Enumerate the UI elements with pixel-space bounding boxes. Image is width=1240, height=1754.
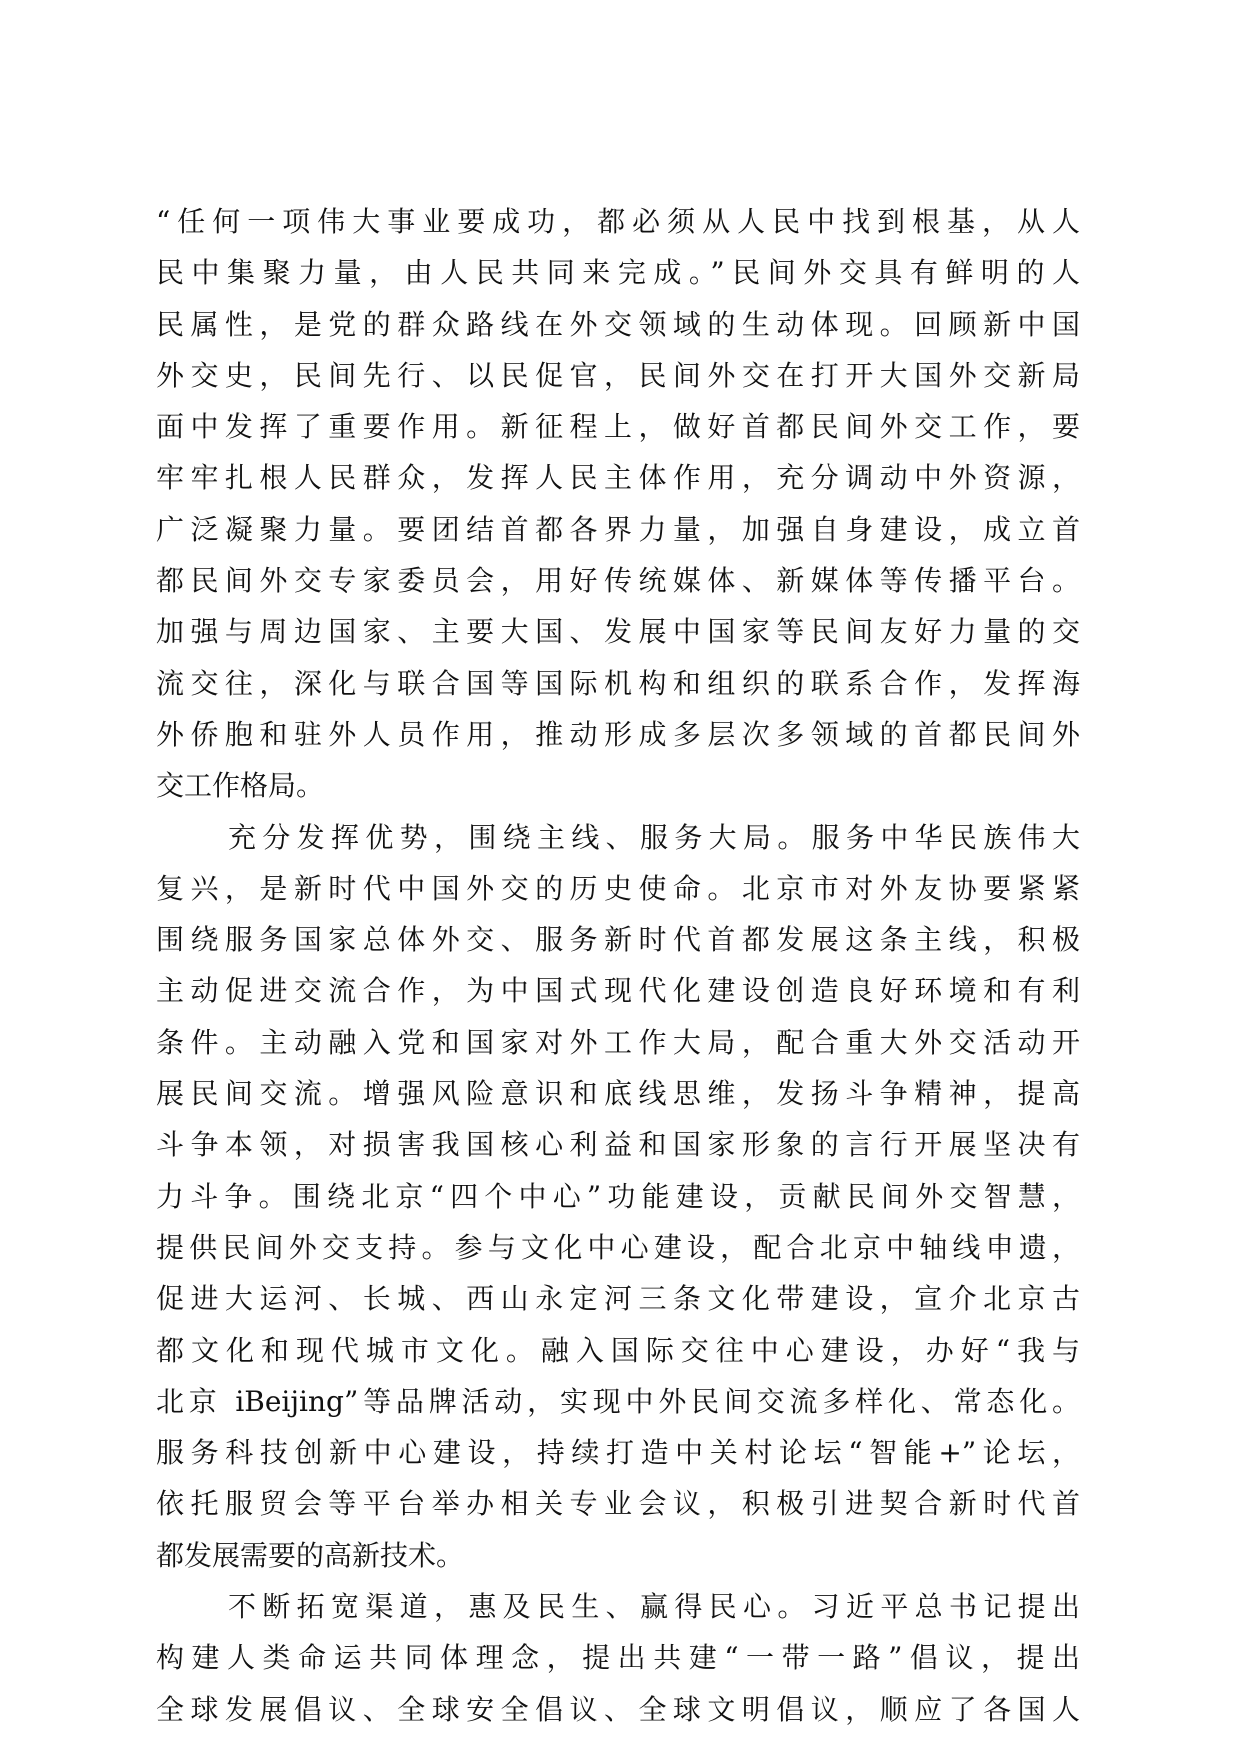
- text-line: 都文化和现代城市文化。融入国际交往中心建设，办好“我与: [156, 1333, 1080, 1367]
- text-line: 北京 iBeijing”等品牌活动，实现中外民间交流多样化、常态化。: [156, 1384, 1080, 1418]
- text-line: 不断拓宽渠道，惠及民生、赢得民心。习近平总书记提出: [228, 1590, 1080, 1624]
- text-line: 民中集聚力量，由人民共同来完成。”民间外交具有鲜明的人: [156, 256, 1080, 290]
- text-line: 提供民间外交支持。参与文化中心建设，配合北京中轴线申遗，: [156, 1230, 1080, 1264]
- text-line: 加强与周边国家、主要大国、发展中国家等民间友好力量的交: [156, 615, 1080, 649]
- text-line: 交工作格局。: [156, 769, 325, 803]
- text-line: 主动促进交流合作，为中国式现代化建设创造良好环境和有利: [156, 974, 1080, 1008]
- text-line: 条件。主动融入党和国家对外工作大局，配合重大外交活动开: [156, 1025, 1080, 1059]
- text-line: 围绕服务国家总体外交、服务新时代首都发展这条主线，积极: [156, 923, 1080, 957]
- text-line: 都民间外交专家委员会，用好传统媒体、新媒体等传播平台。: [156, 564, 1080, 598]
- text-line: 复兴，是新时代中国外交的历史使命。北京市对外友协要紧紧: [156, 871, 1080, 905]
- text-line: 展民间交流。增强风险意识和底线思维，发扬斗争精神，提高: [156, 1077, 1080, 1111]
- text-line: 全球发展倡议、全球安全倡议、全球文明倡议，顺应了各国人: [156, 1692, 1080, 1726]
- text-line: 外侨胞和驻外人员作用，推动形成多层次多领域的首都民间外: [156, 717, 1080, 751]
- text-line: 流交往，深化与联合国等国际机构和组织的联系合作，发挥海: [156, 666, 1080, 700]
- text-line: 广泛凝聚力量。要团结首都各界力量，加强自身建设，成立首: [156, 512, 1080, 546]
- text-line: 力斗争。围绕北京“四个中心”功能建设，贡献民间外交智慧，: [156, 1179, 1080, 1213]
- text-line: 面中发挥了重要作用。新征程上，做好首都民间外交工作，要: [156, 410, 1080, 444]
- text-line: 牢牢扎根人民群众，发挥人民主体作用，充分调动中外资源，: [156, 461, 1080, 495]
- text-line: 构建人类命运共同体理念，提出共建“一带一路”倡议，提出: [156, 1641, 1080, 1675]
- text-line: 外交史，民间先行、以民促官，民间外交在打开大国外交新局: [156, 358, 1080, 392]
- text-line: 服务科技创新中心建设，持续打造中关村论坛“智能+”论坛，: [156, 1436, 1080, 1470]
- text-line: 民属性，是党的群众路线在外交领域的生动体现。回顾新中国: [156, 307, 1080, 341]
- document-body: [156, 196, 1080, 1735]
- text-line: 都发展需要的高新技术。: [156, 1538, 465, 1572]
- text-line: 促进大运河、长城、西山永定河三条文化带建设，宣介北京古: [156, 1282, 1080, 1316]
- text-line: 充分发挥优势，围绕主线、服务大局。服务中华民族伟大: [228, 820, 1080, 854]
- text-line: 斗争本领，对损害我国核心利益和国家形象的言行开展坚决有: [156, 1128, 1080, 1162]
- text-line: “任何一项伟大事业要成功，都必须从人民中找到根基，从人: [156, 205, 1080, 238]
- text-line: 依托服贸会等平台举办相关专业会议，积极引进契合新时代首: [156, 1487, 1080, 1521]
